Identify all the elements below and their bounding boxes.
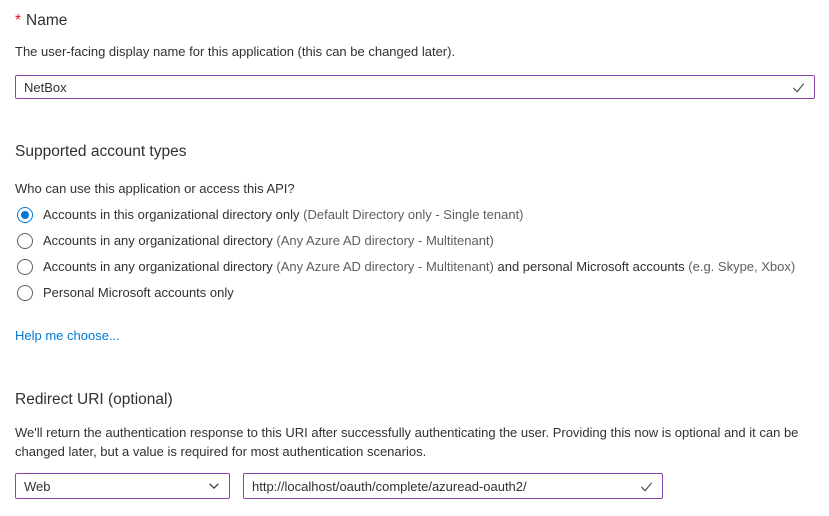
- name-section: [15, 12, 815, 99]
- valid-check-icon: [791, 80, 806, 95]
- chevron-down-icon: [207, 479, 221, 493]
- radio-button[interactable]: [17, 207, 33, 223]
- name-label-text: Name: [26, 12, 68, 29]
- redirect-uri-description: We'll return the authentication response to this URI after successfully authenticating the user. Providing this now is optional and it can be changed later, but a value is required for most authentication scenarios.: [15, 425, 799, 459]
- account-types-question: Who can use this application or access this API?: [15, 181, 295, 196]
- platform-select-value: Web: [24, 478, 51, 494]
- name-description: The user-facing display name for this application (this can be changed later).: [15, 44, 456, 59]
- account-type-options: [15, 202, 815, 306]
- help-me-choose-link[interactable]: Help me choose...: [15, 328, 120, 343]
- radio-button[interactable]: [17, 285, 33, 301]
- redirect-uri-input[interactable]: [252, 474, 633, 498]
- redirect-uri-input-container: [243, 473, 663, 499]
- radio-button[interactable]: [17, 233, 33, 249]
- radio-button[interactable]: [17, 259, 33, 275]
- name-input-container: [15, 75, 815, 99]
- valid-check-icon: [639, 479, 654, 494]
- redirect-uri-title: Redirect URI (optional): [15, 391, 173, 408]
- account-type-option[interactable]: [15, 202, 815, 228]
- name-label: [15, 12, 815, 29]
- account-type-option-label: Personal Microsoft accounts only: [43, 285, 234, 300]
- required-asterisk: *: [15, 12, 22, 29]
- account-types-section: [15, 143, 815, 343]
- redirect-uri-section: [15, 391, 815, 499]
- redirect-uri-row: [15, 473, 815, 499]
- account-types-title: Supported account types: [15, 143, 187, 160]
- account-type-option-label: Accounts in any organizational directory (Any Azure AD directory - Multitenant) and personal Microsoft accounts (e.g. Skype, Xbox): [43, 259, 796, 274]
- account-type-option[interactable]: [15, 228, 815, 254]
- account-type-option-label: Accounts in any organizational directory (Any Azure AD directory - Multitenant): [43, 233, 494, 248]
- name-input[interactable]: [24, 76, 785, 98]
- account-type-option[interactable]: [15, 254, 815, 280]
- account-type-option[interactable]: [15, 280, 815, 306]
- account-type-option-label: Accounts in this organizational directory only (Default Directory only - Single tenant): [43, 207, 524, 222]
- platform-select[interactable]: [15, 473, 230, 499]
